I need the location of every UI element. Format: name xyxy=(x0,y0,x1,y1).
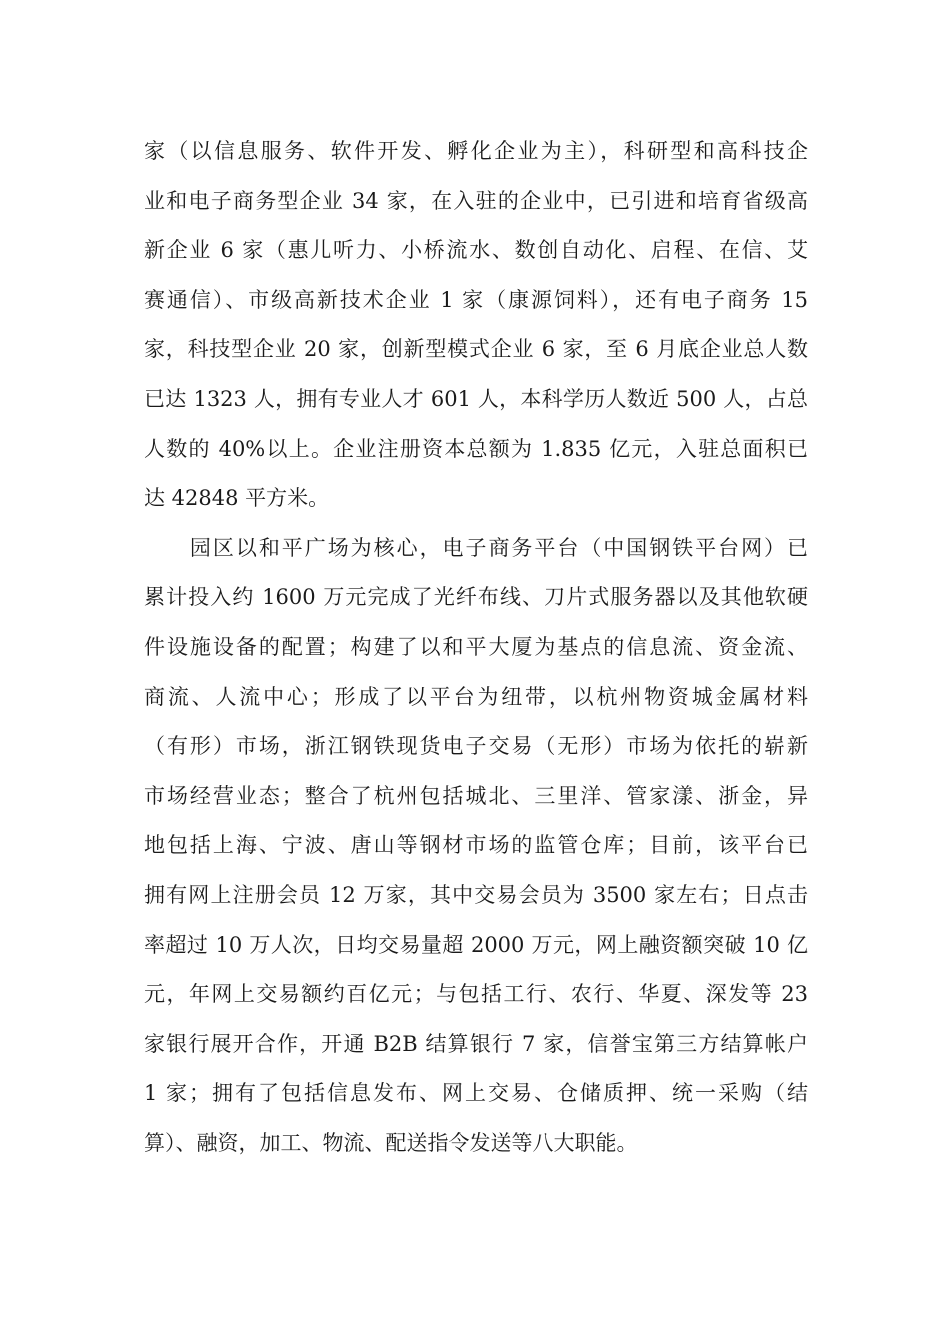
text-line: 率超过 10 万人次，日均交易量超 2000 万元，网上融资额突破 10 亿 xyxy=(144,932,808,957)
text-line: 达 42848 平方米。 xyxy=(144,486,330,511)
text-line: 商流、人流中心；形成了以平台为纽带，以杭州物资城金属材料 xyxy=(144,684,808,709)
text-line: 新企业 6 家（惠儿听力、小桥流水、数创自动化、启程、在信、艾 xyxy=(144,238,808,263)
text-line: 元，年网上交易额约百亿元；与包括工行、农行、华夏、深发等 23 xyxy=(144,982,808,1007)
text-line: 家，科技型企业 20 家，创新型模式企业 6 家，至 6 月底企业总人数 xyxy=(144,337,808,362)
text-line: 已达 1323 人，拥有专业人才 601 人，本科学历人数近 500 人，占总 xyxy=(144,386,808,411)
text-line: 市场经营业态；整合了杭州包括城北、三里洋、管家漾、浙金，异 xyxy=(144,783,808,808)
paragraph-2 xyxy=(144,524,808,1169)
text-line: 家银行展开合作，开通 B2B 结算银行 7 家，信誉宝第三方结算帐户 xyxy=(144,1031,808,1056)
text-line: 算）、融资，加工、物流、配送指令发送等八大职能。 xyxy=(144,1130,638,1155)
text-line: （有形）市场，浙江钢铁现货电子交易（无形）市场为依托的崭新 xyxy=(144,734,808,759)
text-line: 家（以信息服务、软件开发、孵化企业为主），科研型和高科技企 xyxy=(144,139,808,163)
text-line: 赛通信）、市级高新技术企业 1 家（康源饲料），还有电子商务 15 xyxy=(144,287,808,312)
text-line: 园区以和平广场为核心，电子商务平台（中国钢铁平台网）已 xyxy=(144,535,808,560)
text-line: 业和电子商务型企业 34 家，在入驻的企业中，已引进和培育省级高 xyxy=(144,188,808,213)
paragraph-1 xyxy=(144,127,808,524)
text-line: 1 家；拥有了包括信息发布、网上交易、仓储质押、统一采购（结 xyxy=(144,1081,808,1106)
text-line: 人数的 40%以上。企业注册资本总额为 1.835 亿元，入驻总面积已 xyxy=(144,436,808,461)
text-line: 拥有网上注册会员 12 万家，其中交易会员为 3500 家左右；日点击 xyxy=(144,882,808,907)
text-line: 累计投入约 1600 万元完成了光纤布线、刀片式服务器以及其他软硬 xyxy=(144,585,808,610)
text-line: 地包括上海、宁波、唐山等钢材市场的监管仓库；目前，该平台已 xyxy=(144,833,808,858)
text-line: 件设施设备的配置；构建了以和平大厦为基点的信息流、资金流、 xyxy=(144,634,808,659)
document-body xyxy=(144,127,808,1168)
